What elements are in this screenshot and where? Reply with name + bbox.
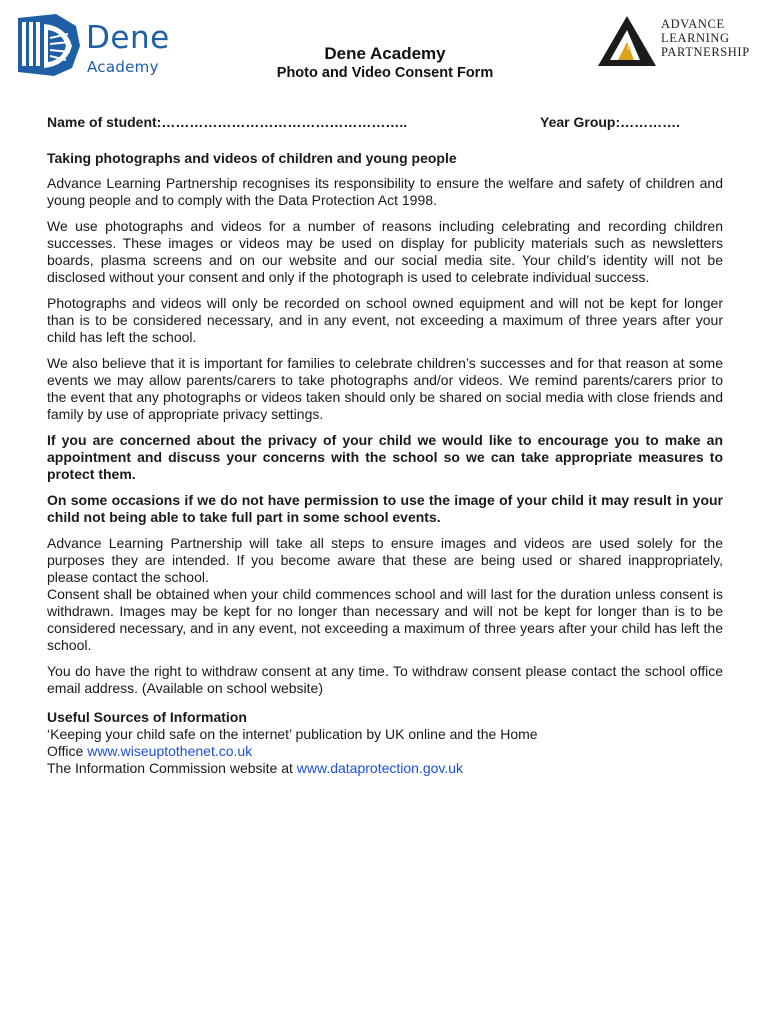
alp-line-advance: ADVANCE — [661, 17, 725, 31]
paragraph-privacy-concern: If you are concerned about the privacy of your child we would like to encourage you to make an appointment and discuss your concerns with the school so we can take appropriate measures to protect them. — [47, 432, 723, 482]
alp-line-learning: LEARNING — [661, 31, 730, 45]
logo-word-academy: Academy — [87, 58, 159, 76]
sources-heading: Useful Sources of Information — [47, 709, 247, 725]
year-group-field[interactable]: Year Group:…………. — [540, 114, 681, 130]
sources-line-2-prefix: Office — [47, 743, 88, 759]
logo-word-dene: Dene — [86, 20, 170, 56]
student-details-row — [47, 114, 723, 134]
section-heading: Taking photographs and videos of children and young people — [47, 150, 457, 166]
student-name-field[interactable]: Name of student:…………………………………………….. — [47, 114, 408, 130]
paragraph-steps: Advance Learning Partnership will take all steps to ensure images and videos are used solely for the purposes they are intended. If you become aware that these are being used or shared inappropriately, please contact the school. — [47, 535, 723, 585]
paragraph-consent-duration: Consent shall be obtained when your child commences school and will last for the duration unless consent is withdrawn. Images may be kept for no longer than necessary and will not be kept for longer than is to be considered necessary, and in any event, not exceeding a maximum of three years after your child has left the school. — [47, 586, 723, 653]
wiseup-link[interactable]: www.wiseuptothenet.co.uk — [87, 743, 253, 759]
dataprotection-link[interactable]: www.dataprotection.gov.uk — [296, 760, 464, 776]
sources-line-3-prefix: The Information Commission website at — [47, 760, 297, 776]
sources-line-1: ‘Keeping your child safe on the internet’ publication by UK online and the Home — [47, 726, 538, 742]
page-title: Dene Academy — [324, 44, 446, 63]
alp-line-partnership: PARTNERSHIP — [661, 45, 750, 59]
paragraph-usage: We use photographs and videos for a number of reasons including celebrating and recording children successes. These images or videos may be used on display for publicity materials such as newsletters boards, plasma screens and on our website and our social media site. Your child’s identity will not be disclosed without your consent and only if the photograph is used to celebrate individual success. — [47, 218, 723, 285]
paragraph-families: We also believe that it is important for families to celebrate children’s successes and for that reason at some events we may allow parents/carers to take photographs and/or videos. We remind parents/carers prior to the event that any photographs or videos taken should only be shared on social media with close friends and family by use of appropriate privacy settings. — [47, 355, 723, 422]
paragraph-no-permission: On some occasions if we do not have permission to use the image of your child it may result in your child not being able to take full part in some school events. — [47, 492, 723, 525]
sources-line-3 — [47, 760, 723, 777]
paragraph-withdraw: You do have the right to withdraw consent at any time. To withdraw consent please contact the school office email address. (Available on school website) — [47, 663, 723, 696]
form-body — [47, 114, 723, 777]
paragraph-responsibility: Advance Learning Partnership recognises its responsibility to ensure the welfare and safety of children and young people and to comply with the Data Protection Act 1998. — [47, 175, 723, 208]
sources-line-2 — [47, 743, 723, 760]
page-subtitle: Photo and Video Consent Form — [276, 65, 494, 81]
paragraph-retention: Photographs and videos will only be recorded on school owned equipment and will not be kept for longer than is to be considered necessary, and in any event, not exceeding a maximum of three years after your child has left the school. — [47, 295, 723, 345]
